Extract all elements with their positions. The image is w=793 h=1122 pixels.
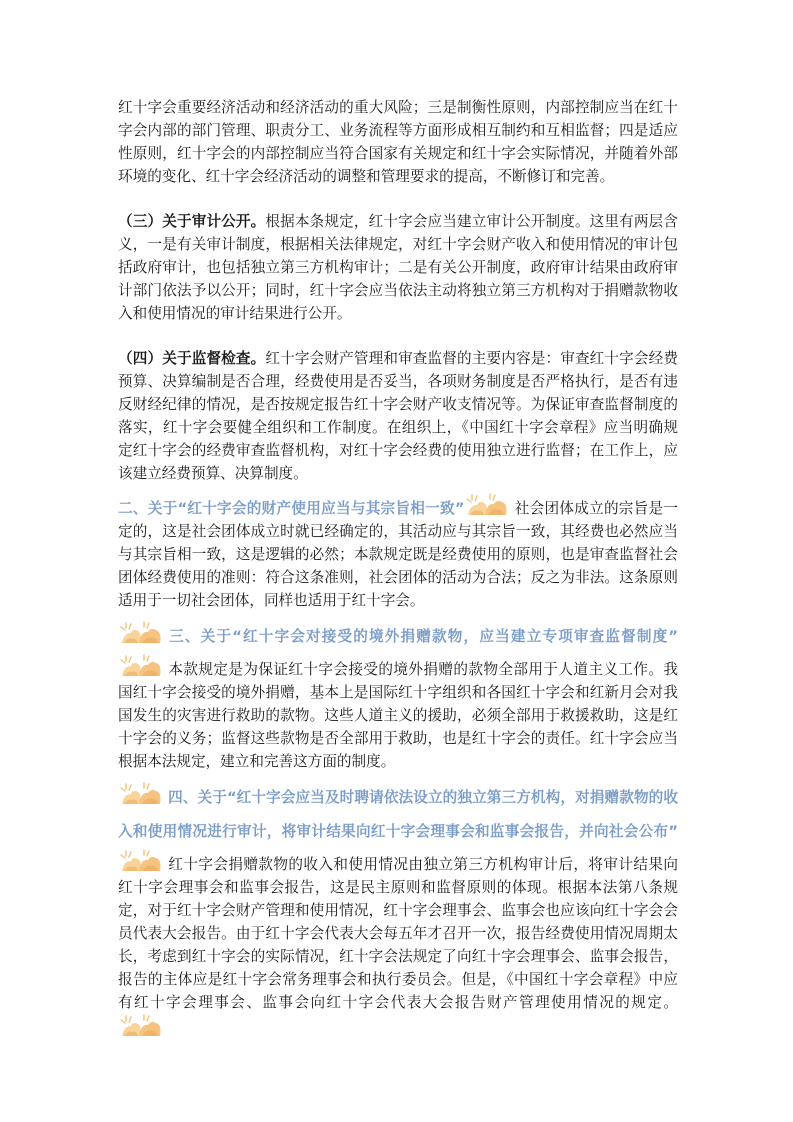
section-three-body: 本款规定是为保证红十字会接受的境外捐赠的款物全部用于人道主义工作。我国红十字会接受的境外捐赠，基本上是国际红十字组织和各国红十字会和红新月会对我国发生的灾害进行救助的款物。这些人道主义的援助，必须全部用于救援救助，这是红十字会的义务；监督这些款物是否全部用于救助，也是红十字会的责任。红十字会应当根据本法规定，建立和完善这方面的制度。 bbox=[118, 661, 678, 770]
sun-cloud-icon bbox=[120, 621, 166, 645]
section-two-heading: 二、关于“红十字会的财产使用应当与其宗旨相一致” bbox=[118, 500, 465, 517]
sun-cloud-icon bbox=[466, 493, 512, 517]
section-body-supervision: 红十字会财产管理和审查监督的主要内容是：审查红十字会经费预算、决算编制是否合理，经费使用是否妥当，各项财务制度是否严格执行，是否有违反财经纪律的情况，是否按规定报告红十字会财产收支情况等。为保证审查监督制度的落实，红十字会要健全组织和工作制度。在组织上，《中国红十字会章程》应当明确规定红十字会的经费审查监督机构，对红十字会经费的使用独立进行监督；在工作上，应该建立经费预算、决算制度。 bbox=[118, 350, 678, 482]
sun-cloud-icon bbox=[120, 782, 166, 806]
section-four-heading: 四、关于“红十字会应当及时聘请依法设立的独立第三方机构，对捐赠款物的收入和使用情况进行审计，将审计结果向红十字会理事会和监事会报告，并向社会公布” bbox=[118, 789, 678, 840]
section-four-body: 红十字会捐赠款物的收入和使用情况由独立第三方机构审计后，将审计结果向红十字会理事会和监事会报告，这是民主原则和监督原则的体现。根据本法第八条规定，对于红十字会财产管理和使用情况，红十字会理事会、监事会也应该向红十字会会员代表大会报告。由于红十字会代表大会每五年才召开一次，报告经费使用情况周期太长，考虑到红十字会的实际情况，红十字会法规定了向红十字会理事会、监事会报告，报告的主体应是红十字会常务理事会和执行委员会。但是，《中国红十字会章程》中应有红十字会理事会、监事会向红十字会代表大会报告财产管理使用情况的规定。 bbox=[118, 856, 678, 1011]
sun-cloud-icon bbox=[120, 1014, 166, 1038]
paragraph-principles: 红十字会重要经济活动和经济活动的重大风险；三是制衡性原则，内部控制应当在红十字会内部的部门管理、职责分工、业务流程等方面形成相互制约和互相监督；四是适应性原则，红十字会的内部控制应当符合国家有关规定和红十字会实际情况，并随着外部环境的变化、红十字会经济活动的调整和管理要求的提高，不断修订和完善。 bbox=[118, 99, 678, 185]
paragraph-audit-disclosure bbox=[118, 210, 678, 325]
sun-cloud-icon bbox=[120, 849, 166, 873]
section-three-heading: 三、关于“红十字会对接受的境外捐赠款物，应当建立专项审查监督制度” bbox=[168, 628, 678, 645]
section-three bbox=[118, 620, 678, 773]
section-lead-supervision: （四）关于监督检查。 bbox=[118, 350, 266, 367]
document-page bbox=[118, 96, 678, 1041]
section-two bbox=[118, 493, 678, 612]
section-two-body: 社会团体成立的宗旨是一定的，这是社会团体成立时就已经确定的，其活动应与其宗旨一致，其经费也必然应当与其宗旨相一致，这是逻辑的必然；本款规定既是经费使用的原则，也是审查监督社会团体经费使用的准则：符合这条准则，社会团体的活动为合法；反之为非法。这条原则适用于一切社会团体，同样也适用于红十字会。 bbox=[118, 500, 678, 609]
section-lead-audit: （三）关于审计公开。 bbox=[118, 213, 266, 230]
section-body-audit: 根据本条规定，红十字会应当建立审计公开制度。这里有两层含义，一是有关审计制度，根据相关法律规定，对红十字会财产收入和使用情况的审计包括政府审计，也包括独立第三方机构审计；二是有关公开制度，政府审计结果由政府审计部门依法予以公开；同时，红十字会应当依法主动将独立第三方机构对于捐赠款物收入和使用情况的审计结果进行公开。 bbox=[118, 213, 678, 322]
section-four bbox=[118, 781, 678, 1041]
sun-cloud-icon bbox=[120, 654, 166, 678]
paragraph-supervision bbox=[118, 347, 678, 485]
